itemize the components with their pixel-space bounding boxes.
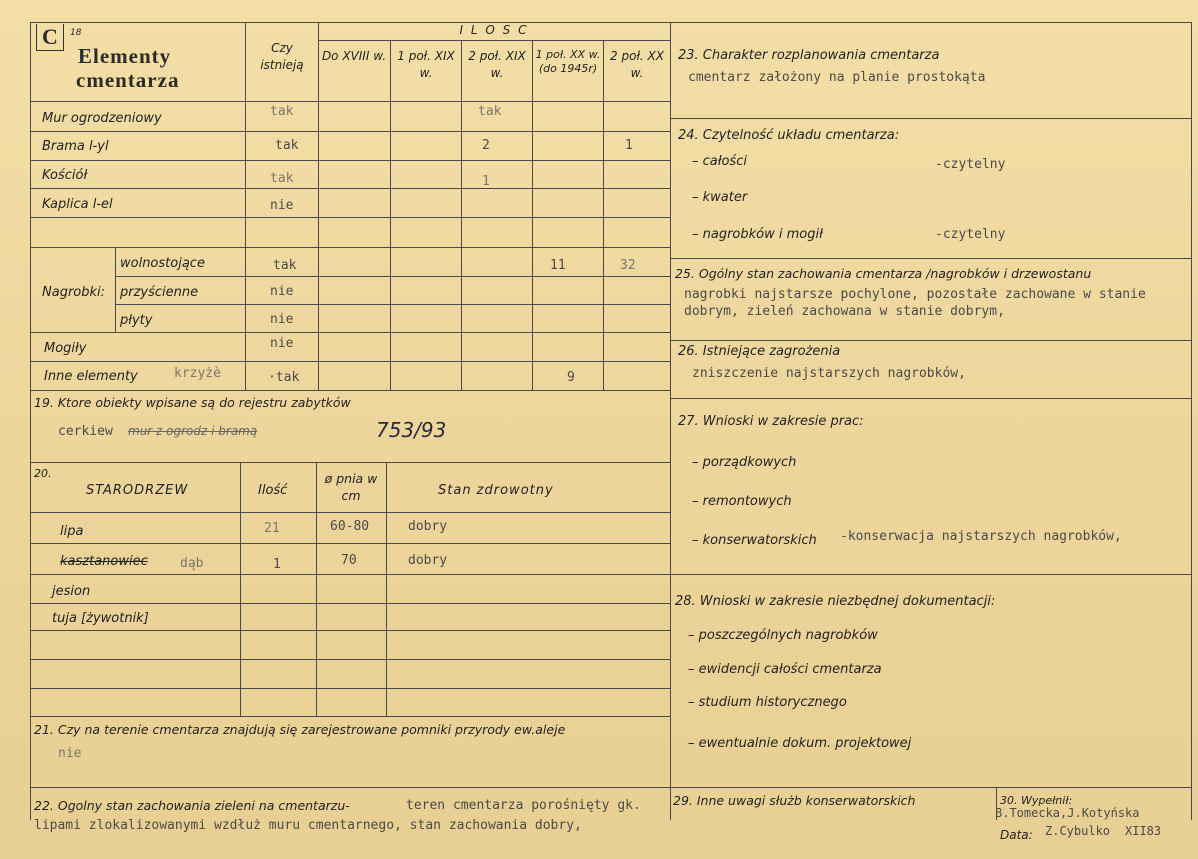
row-czy-mogily: nie xyxy=(270,336,294,351)
s27-item-porzadkowych: – porządkowych xyxy=(692,455,797,470)
row-label-inne: Inne elementy xyxy=(44,369,138,384)
s20-row-name: kasztanowiec xyxy=(60,554,148,569)
row-czy-przyscienne: nie xyxy=(270,284,294,299)
s26-answer: zniszczenie najstarszych nagrobków, xyxy=(692,366,966,381)
nagrobki-label: Nagrobki: xyxy=(42,285,106,300)
row-val-inne-1xx: 9 xyxy=(567,370,575,385)
title-line2: cmentarza xyxy=(76,68,180,92)
row-line xyxy=(30,101,670,102)
row-label-plyty: płyty xyxy=(120,313,153,328)
s20-row-extra: dąb xyxy=(180,556,204,571)
s20-col-pien: ø pnia w cm xyxy=(324,471,378,503)
col-line xyxy=(245,22,246,390)
s28-item: – ewidencji całości cmentarza xyxy=(688,662,882,677)
row-line xyxy=(30,543,670,544)
s29-title: 29. Inne uwagi służb konserwatorskich xyxy=(673,793,916,808)
s30-date: XII83 xyxy=(1125,824,1162,838)
row-line xyxy=(670,258,1191,259)
row-line xyxy=(30,603,670,604)
col-header-2xix: 2 poł. XIX w. xyxy=(468,49,526,80)
col-line xyxy=(240,462,241,716)
s27-title: 27. Wnioski w zakresie prac: xyxy=(678,414,864,429)
s23-answer: cmentarz założony na planie prostokąta xyxy=(688,70,986,85)
s20-num: 20. xyxy=(34,467,52,480)
row-czy-mur: tak xyxy=(270,104,294,119)
s21-title: 21. Czy na terenie cmentarza znajdują się zarejestrowane pomniki przyrody ew.aleje xyxy=(34,722,566,737)
col-header-czy: Czy istnieją xyxy=(260,41,304,72)
s22-line2: lipami zlokalizowanymi wzdłuż muru cmentarnego, stan zachowania dobry, xyxy=(34,818,582,833)
s20-row-stan: dobry xyxy=(408,553,448,568)
row-line xyxy=(30,131,670,132)
s27-item-remontowych: – remontowych xyxy=(692,494,792,509)
row-label-przyscienne: przyścienne xyxy=(120,285,199,300)
s20-col-stan: Stan zdrowotny xyxy=(438,483,554,498)
row-line xyxy=(115,276,670,277)
s20-col-starodrzew: STARODRZEW xyxy=(86,483,189,498)
s20-row-name: tuja [żywotnik] xyxy=(52,611,149,626)
col-line xyxy=(603,40,604,390)
row-line xyxy=(30,630,670,631)
col-line xyxy=(115,247,116,332)
row-line xyxy=(30,332,670,333)
s25-line1: nagrobki najstarsze pochylone, pozostałe zachowane w stanie xyxy=(684,287,1146,302)
s28-title: 28. Wnioski w zakresie niezbędnej dokumentacji: xyxy=(675,594,996,609)
row-line xyxy=(30,659,670,660)
s20-row-pien: 70 xyxy=(341,553,357,568)
s20-row-ilosc: 1 xyxy=(273,557,281,572)
s24-item-calosci: – całości xyxy=(692,154,747,169)
s27-item-konserwatorskich: – konserwatorskich xyxy=(692,533,817,548)
card-letter: C xyxy=(36,24,64,51)
row-line xyxy=(670,398,1191,399)
s19-handwritten: 753/93 xyxy=(376,418,447,442)
row-czy-wolnostojace: tak xyxy=(273,258,297,273)
col-line xyxy=(386,462,387,716)
s28-item: – studium historycznego xyxy=(688,695,847,710)
row-czy-plyty: nie xyxy=(270,312,294,327)
row-line xyxy=(30,462,670,463)
col-header-2xx: 2 poł. XX w. xyxy=(610,49,664,80)
row-val-wolnostojace-2xx: 32 xyxy=(620,258,636,273)
row-czy-brama: tak xyxy=(275,138,299,153)
row-line xyxy=(115,304,670,305)
s28-item: – poszczególnych nagrobków xyxy=(688,628,878,643)
col-header-1xx: 1 poł. XX w. (do 1945r) xyxy=(535,48,601,75)
row-val-mur-2xix: tak xyxy=(478,104,502,119)
s20-row-name: lipa xyxy=(60,524,84,539)
row-label-mur: Mur ogrodzeniowy xyxy=(42,111,162,126)
row-label-mogily: Mogiły xyxy=(44,341,87,356)
row-line xyxy=(30,512,670,513)
row-czy-kosciol: tak xyxy=(270,171,294,186)
col-header-xviii: Do XVIII w. xyxy=(321,49,387,63)
s24-item-kwater: – kwater xyxy=(692,190,748,205)
s24-title: 24. Czytelność układu cmentarza: xyxy=(678,128,900,143)
row-val-brama-2xix: 2 xyxy=(482,138,490,153)
row-line xyxy=(30,188,670,189)
row-label-kosciol: Kościół xyxy=(42,168,88,183)
s20-row-stan: dobry xyxy=(408,519,448,534)
s30-name2: Z.Cybulko xyxy=(1045,824,1111,838)
frame-left xyxy=(30,22,31,820)
col-header-1xix: 1 poł. XIX w. xyxy=(397,49,455,80)
s30-title: 30. Wypełnił: xyxy=(1000,794,1073,807)
s22-line1: teren cmentarza porośnięty gk. xyxy=(406,798,641,813)
col-line xyxy=(318,22,319,390)
s19-title: 19. Ktore obiekty wpisane są do rejestru zabytków xyxy=(34,395,351,410)
s20-col-ilosc: Ilość xyxy=(258,483,288,498)
s26-title: 26. Istniejące zagrożenia xyxy=(678,344,841,359)
s30-data-label: Data: xyxy=(1000,828,1033,842)
row-line xyxy=(30,390,670,391)
row-label-brama: Brama l-yl xyxy=(42,139,109,154)
title-line1: Elementy xyxy=(78,44,172,68)
row-val-wolnostojace-1xx: 11 xyxy=(550,258,566,273)
row-line xyxy=(670,340,1191,341)
row-line xyxy=(30,688,670,689)
row-line xyxy=(30,361,670,362)
col-line xyxy=(532,40,533,390)
s19-struck: mur z ogrodz i bramą xyxy=(128,424,258,438)
ilosc-line xyxy=(318,40,670,41)
row-line xyxy=(30,574,670,575)
s23-title: 23. Charakter rozplanowania cmentarza xyxy=(678,48,940,63)
s30-name1: B.Tomecka,J.Kotyńska xyxy=(995,806,1140,820)
col-header-ilosc: I L O S C xyxy=(459,23,529,37)
row-line xyxy=(670,787,1191,788)
s20-row-ilosc: 21 xyxy=(264,521,280,536)
s24-item-nagrobkow: – nagrobków i mogił xyxy=(692,227,823,242)
row-czy-inne: ·tak xyxy=(268,370,300,385)
s24-answer-nagrobkow: -czytelny xyxy=(935,227,1006,242)
s25-line2: dobrym, zieleń zachowana w stanie dobrym, xyxy=(684,304,1005,319)
row-line xyxy=(670,574,1191,575)
row-line xyxy=(30,217,670,218)
row-line xyxy=(30,247,670,248)
row-val-kosciol-2xix: 1 xyxy=(482,174,490,189)
s21-answer: nie xyxy=(58,746,82,761)
row-label-kaplica: Kaplica l-el xyxy=(42,197,113,212)
col-line xyxy=(461,40,462,390)
card-small-number: 18 xyxy=(70,28,82,38)
row-val-brama-2xx: 1 xyxy=(625,138,633,153)
row-label-wolnostojace: wolnostojące xyxy=(120,256,205,271)
row-inne-typed: krzyżè xyxy=(174,366,221,381)
row-czy-kaplica: nie xyxy=(270,198,294,213)
row-line xyxy=(670,118,1191,119)
page-divider xyxy=(670,22,671,820)
s19-typed: cerkiew xyxy=(58,424,113,439)
row-line xyxy=(30,787,670,788)
s20-row-pien: 60-80 xyxy=(330,519,370,534)
frame-right xyxy=(1191,22,1192,820)
s27-answer: -konserwacja najstarszych nagrobków, xyxy=(840,529,1122,544)
s24-answer-calosci: -czytelny xyxy=(935,157,1006,172)
s22-title: 22. Ogolny stan zachowania zieleni na cmentarzu- xyxy=(34,798,350,813)
row-line xyxy=(30,160,670,161)
row-line xyxy=(30,716,670,717)
s25-title: 25. Ogólny stan zachowania cmentarza /nagrobków i drzewostanu xyxy=(675,266,1092,281)
s28-item: – ewentualnie dokum. projektowej xyxy=(688,736,912,751)
col-line xyxy=(390,40,391,390)
s20-row-name: jesion xyxy=(52,584,91,599)
